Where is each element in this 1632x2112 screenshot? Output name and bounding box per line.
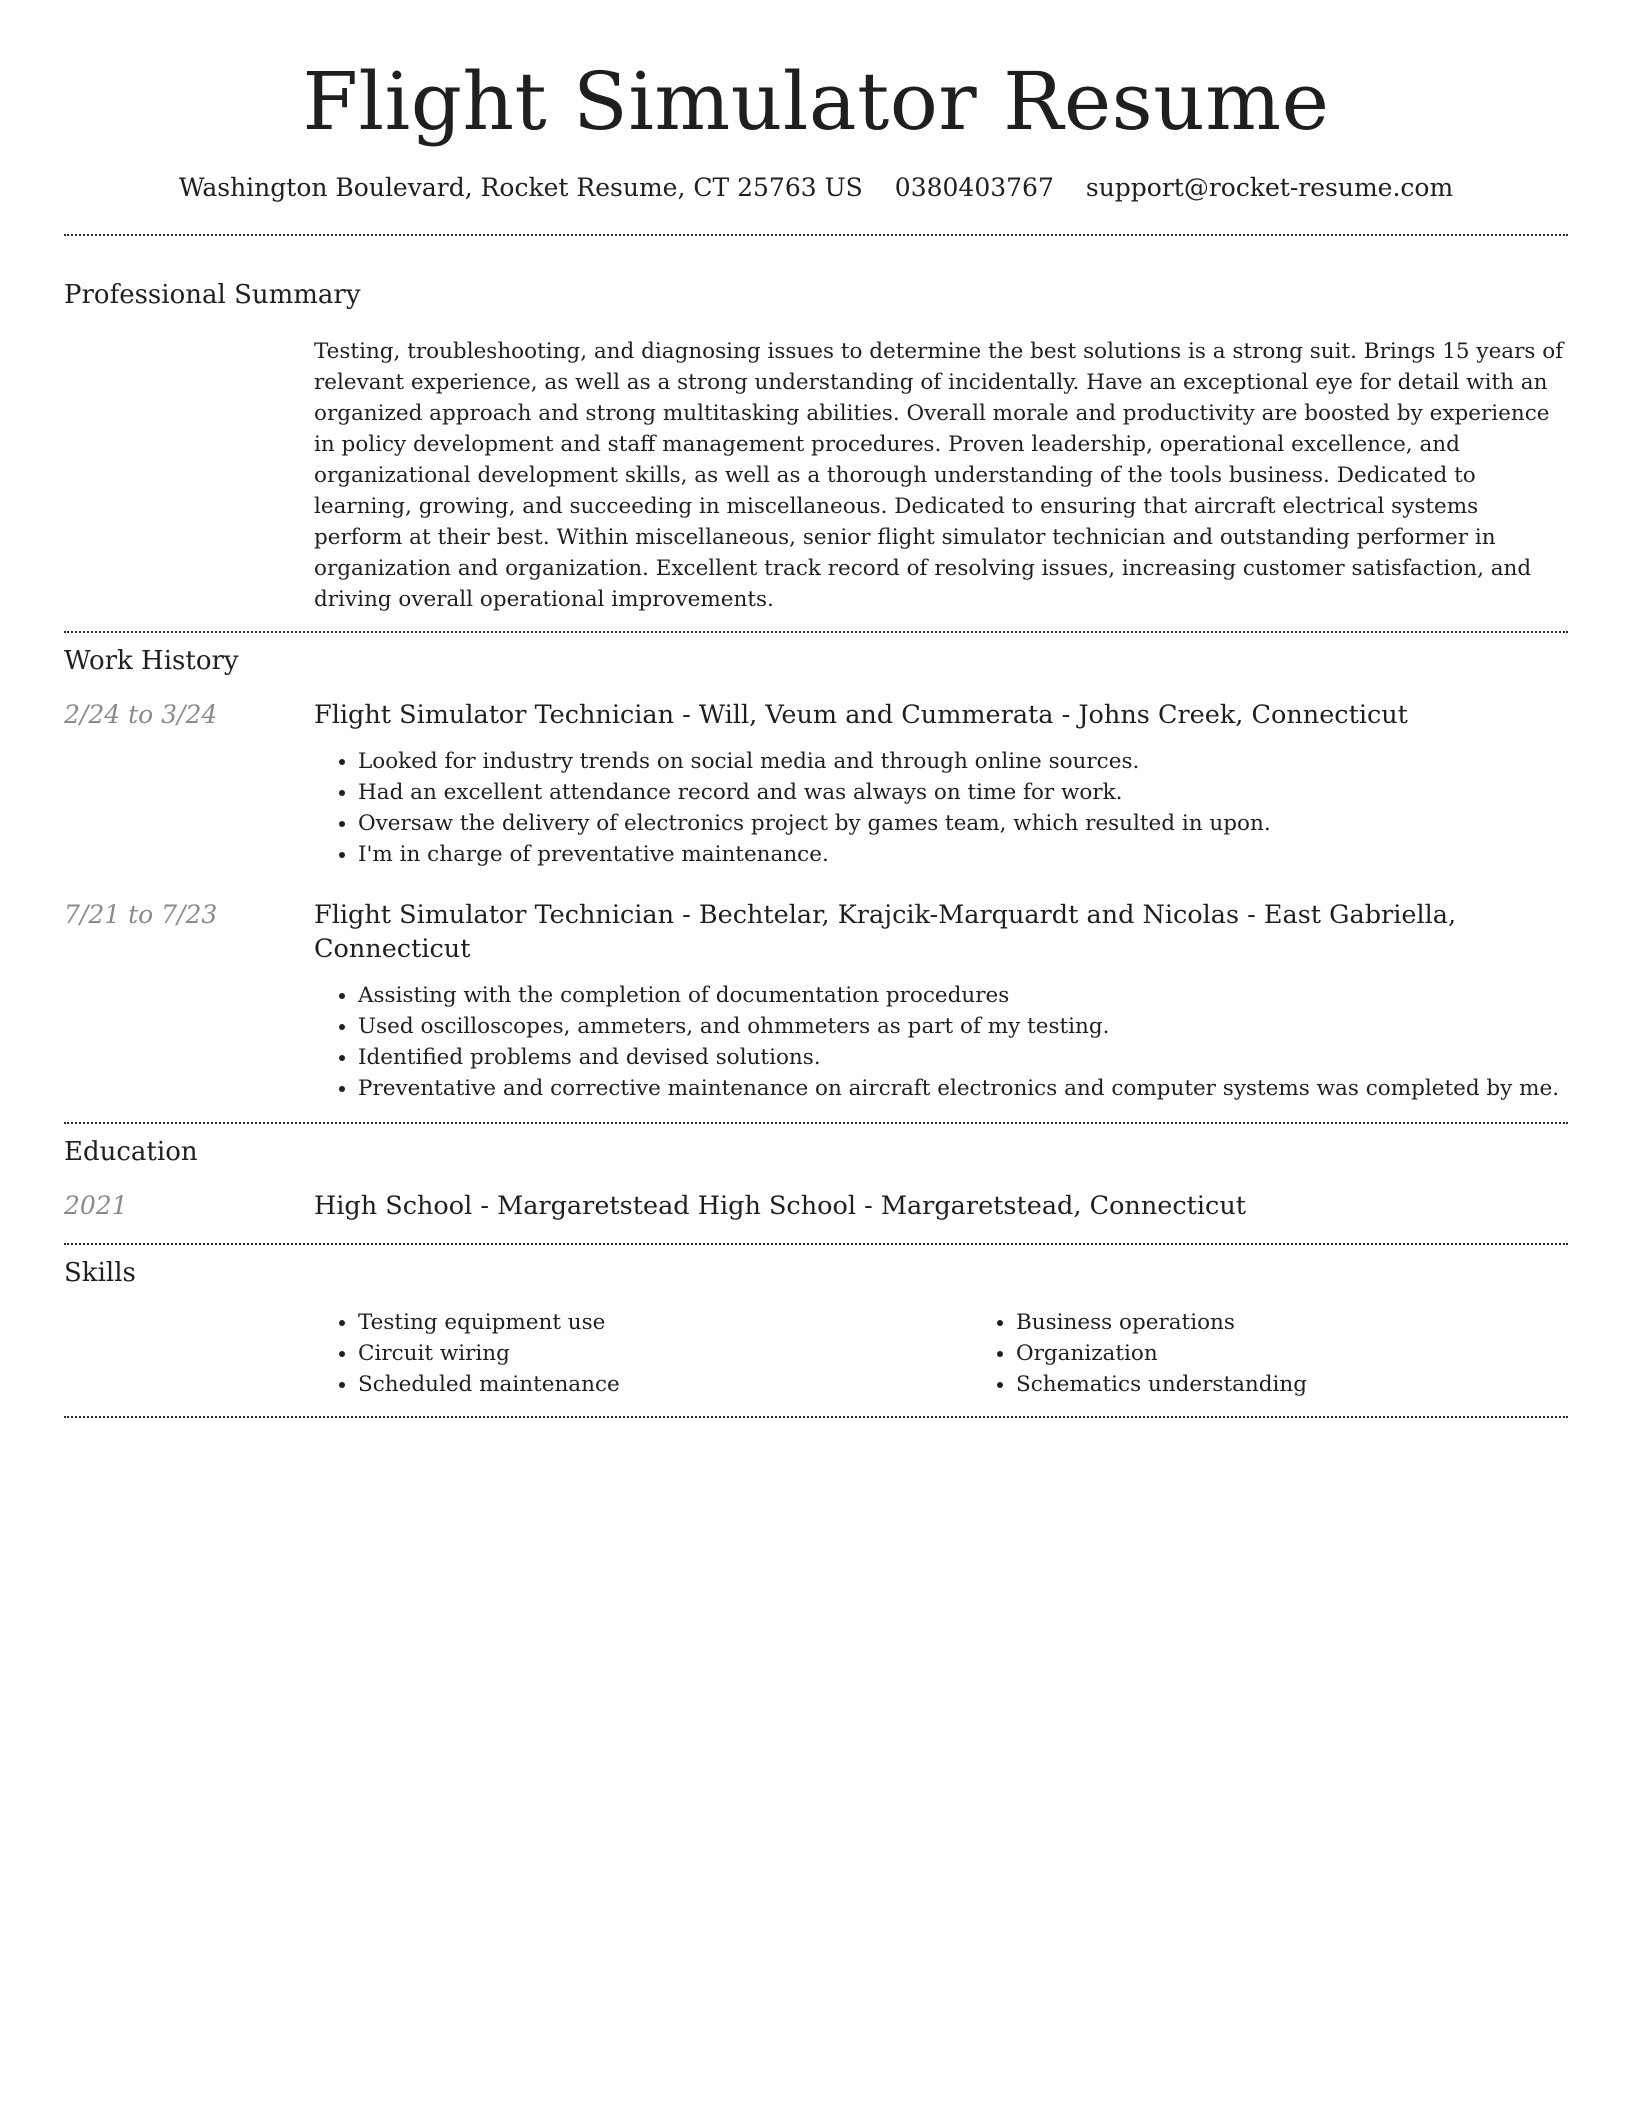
separator: - bbox=[1053, 700, 1079, 730]
list-item: • Used oscilloscopes, ammeters, and ohmmeters as part of my testing. bbox=[358, 1011, 1568, 1042]
professional-summary-section bbox=[64, 236, 1568, 615]
skills-column-2 bbox=[972, 1307, 1630, 1400]
section-title-work: Work History bbox=[64, 646, 239, 676]
section-title-education: Education bbox=[64, 1137, 198, 1167]
list-item: • Looked for industry trends on social media and through online sources. bbox=[358, 746, 1568, 777]
separator: - bbox=[674, 900, 699, 930]
job-entry bbox=[64, 898, 1568, 1104]
separator: - bbox=[1239, 900, 1264, 930]
job-details bbox=[314, 898, 1568, 1104]
job-position: Flight Simulator Technician bbox=[314, 900, 675, 930]
work-history-section bbox=[64, 633, 1568, 1104]
list-item: • Organization bbox=[1016, 1338, 1630, 1369]
education-entry bbox=[64, 1189, 1568, 1223]
list-item: • Circuit wiring bbox=[358, 1338, 972, 1369]
list-item: • Scheduled maintenance bbox=[358, 1369, 972, 1400]
job-location: East Gabriella, Connecticut bbox=[314, 900, 1457, 964]
skills-column-1 bbox=[314, 1307, 972, 1400]
job-bullets bbox=[314, 980, 1568, 1104]
contact-email: support@rocket-resume.com bbox=[1085, 173, 1454, 202]
job-location: Johns Creek, Connecticut bbox=[1078, 700, 1408, 730]
job-title-line bbox=[314, 698, 1568, 732]
job-company: Will, Veum and Cummerata bbox=[698, 700, 1054, 730]
section-title-skills: Skills bbox=[64, 1258, 136, 1288]
list-item: • Business operations bbox=[1016, 1307, 1630, 1338]
summary-text: Testing, troubleshooting, and diagnosing issues to determine the best solutions is a strong suit. Brings 15 years of relevant experience, as well as a strong understanding of incidentally. Have an exceptional eye for detail with an organized approach and strong multitasking abilities. Overall morale and productivity are boosted by experience in policy development and staff management procedures. Proven leadership, operational excellence, and organizational development skills, as well as a thorough understanding of the tools business. Dedicated to learning, growing, and succeeding in miscellaneous. Dedicated to ensuring that aircraft electrical systems perform at their best. Within miscellaneous, senior flight simulator technician and outstanding performer in organization and organization. Excellent track record of resolving issues, increasing customer satisfaction, and driving overall operational improvements. bbox=[314, 339, 1564, 612]
list-item: • Oversaw the delivery of electronics project by games team, which resulted in upon. bbox=[358, 808, 1568, 839]
resume-name: Flight Simulator Resume bbox=[302, 55, 1330, 148]
education-details bbox=[314, 1189, 1568, 1223]
job-dates: 7/21 to 7/23 bbox=[64, 900, 218, 929]
job-company: Bechtelar, Krajcik-Marquardt and Nicolas bbox=[698, 900, 1240, 930]
education-year: 2021 bbox=[64, 1191, 128, 1220]
list-item: • Schematics understanding bbox=[1016, 1369, 1630, 1400]
list-item: • Testing equipment use bbox=[358, 1307, 972, 1338]
education-degree: High School bbox=[314, 1191, 473, 1221]
divider bbox=[64, 1416, 1568, 1418]
job-details bbox=[314, 698, 1568, 870]
job-bullets bbox=[314, 746, 1568, 870]
job-title-line bbox=[314, 898, 1568, 966]
job-position: Flight Simulator Technician bbox=[314, 700, 675, 730]
job-entry bbox=[64, 698, 1568, 870]
skills-row bbox=[64, 1307, 1568, 1400]
education-line bbox=[314, 1189, 1568, 1223]
list-item: • Assisting with the completion of documentation procedures bbox=[358, 980, 1568, 1011]
separator: - bbox=[472, 1191, 498, 1221]
list-item: • Identified problems and devised solutions. bbox=[358, 1042, 1568, 1073]
contact-phone: 0380403767 bbox=[894, 173, 1054, 202]
summary-row bbox=[64, 336, 1568, 615]
list-item: • Preventative and corrective maintenance on aircraft electronics and computer systems was completed by me. bbox=[358, 1073, 1568, 1104]
education-school: Margaretstead High School bbox=[497, 1191, 857, 1221]
separator: - bbox=[856, 1191, 881, 1221]
list-item: • Had an excellent attendance record and was always on time for work. bbox=[358, 777, 1568, 808]
summary-content bbox=[314, 336, 1568, 615]
resume-header bbox=[64, 0, 1568, 206]
contact-line bbox=[64, 170, 1568, 206]
job-dates: 2/24 to 3/24 bbox=[64, 700, 218, 729]
skills-grid bbox=[314, 1307, 1568, 1400]
skills-section bbox=[64, 1245, 1568, 1400]
list-item: • I'm in charge of preventative maintenance. bbox=[358, 839, 1568, 870]
section-title-summary: Professional Summary bbox=[64, 280, 361, 310]
education-section bbox=[64, 1124, 1568, 1223]
separator: - bbox=[674, 700, 699, 730]
education-location: Margaretstead, Connecticut bbox=[880, 1191, 1246, 1221]
contact-address: Washington Boulevard, Rocket Resume, CT 25763 US bbox=[178, 173, 863, 202]
